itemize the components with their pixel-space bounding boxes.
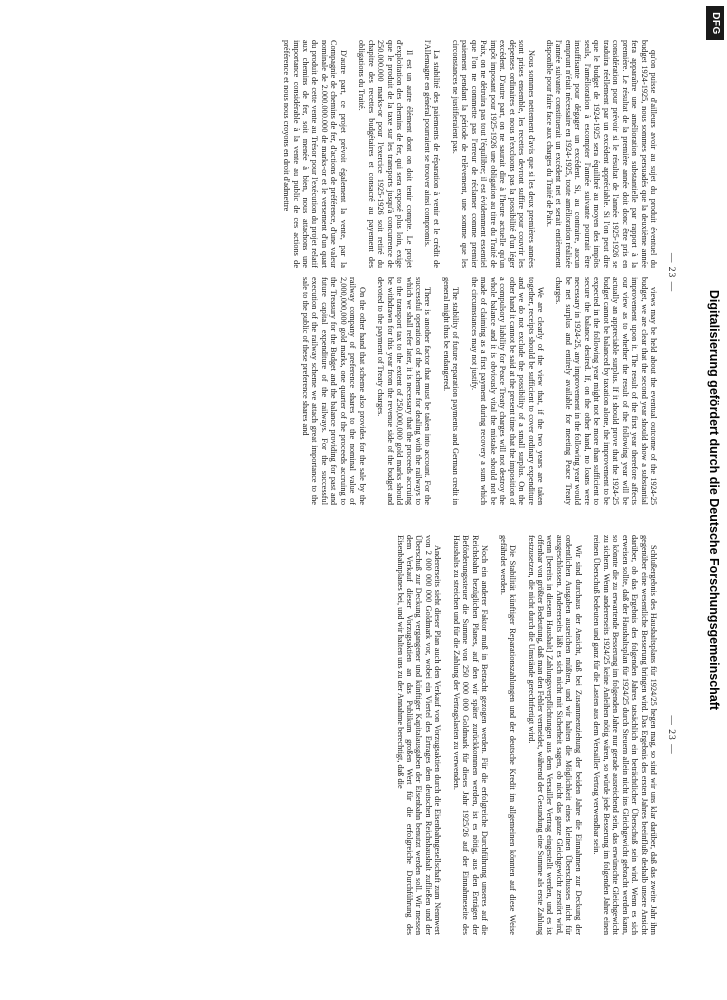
german-column	[56, 535, 658, 935]
paragraph: Wir sind durchaus der Ansicht, daß bei Zusammenziehung der beiden Jahre die Einnahmen zur Deckung der ordentlichen Ausgaben ausreichen müßten, und wir halten die Möglichkeit eines kleinen Überschusses nicht für ausgeschlossen. Andererseits läßt es sich nicht mit Sicherheit sagen, ob nicht das ganze Gleichgewicht zerstört wird, wenn [bereits in diesem Haushalt] Zahlungsverpflichtungen aus dem Versailler Vertrag eingestellt werden, und es ist offenbar von größter Bedeutung, daß man den Fehler vermeidet, während der Gesundung eine Summe als erste Zahlung festzusetzen, die nicht durch die Umstände gerechtfertigt wird.	[526, 535, 583, 935]
dfg-logo-text: DFG	[709, 11, 721, 35]
paragraph: D'autre part, ce projet prévoit également la vente, par la Compagnie de chemins de fer, d'actions de préférence, d'une valeur nominale de 2.000.000.000 de marks-or et le versement d'un quart du produit de cette vente au Trésor pour l'exécution du projet relatif aux chemins de fer, soit menée à bien, nous attachons une importance considérable à la vente au public de ces actions de préférence et nous nous croyons en droit d'admettre	[281, 40, 348, 268]
english-column	[56, 277, 658, 505]
paragraph: On the other hand that scheme also provides for the sale by the railway company of preference shares to the nominal value of 2,000,000,000 gold marks, one quarter of the proceeds accruing to the Treasury for the Budget and the balance providing for past and future capital expenditure of the railways. For the successful execution of the railway scheme we attach great importance to the sale to the public of these preference shares and	[300, 277, 367, 505]
paragraph: We are clearly of the view that, if the two years are taken together, receipts should be sufficient to cover ordinary expenditure and we do not exclude the possibility of a small surplus. On the other hand it cannot be said at the present time that the imposition of a compulsory liability for Peace Treaty charges will not destroy the whole balance and it is obviously vital the mistake should not be made of claiming as a first payment during recovery a sum which the circumstances may not justify.	[469, 277, 545, 505]
page-number: — 23 —	[665, 252, 676, 293]
left-page	[56, 40, 676, 505]
dfg-logo	[706, 6, 724, 40]
page-number: — 23 —	[665, 715, 676, 755]
rotated-scan	[44, 40, 684, 960]
paragraph: There is another factor that must be taken into account. For the successful operation of the scheme for dealing with the railways to which we shall refer later, it is necessary that the proceeds accruing to the transport tax to the extent of 250,000,000 gold marks should be withdrawn for this year from the revenue side of the budget and devoted to the payment of Treaty charges.	[375, 277, 432, 505]
paragraph: Nous sommes nettement d'avis que si les deux premières années sont prises ensemble, les recettes devront suffire pour couvrir les dépenses ordinaires et nous n'excluons pas la possibilité d'un léger excédent. D'autre part, on ne saurait dire à l'heure actuelle qu'un impôt imposant pour 1925-1926 une obligation au titre du Traité de Paix, on ne détruira pas tout l'équilibre; il est évidemment essentiel que l'on ne commette pas l'erreur de réclamer comme premier paiement pendant la période de relèvement, une somme que les circonstances ne justifieraient pas.	[450, 40, 536, 268]
paragraph: The stability of future reparation payments and German credit in general might thus be endangered.	[441, 277, 460, 505]
right-page	[56, 535, 676, 935]
paragraph: qu'on puisse d'ailleurs avoir au sujet du produit éventuel du budget 1924-1925, nous sommes persuadés que la deuxième année fera apparaître une amélioration substantielle par rapport à la première. Le résultat de la première année doit donc être pris en considération pour prévoir si le résultat de l'année 1925-1926 se traduira réellement par un excédent appréciable. Si l'on peut dire que le budget de 1924-1925 sera équilibré au moyen des impôts seuls, l'amélioration à escompter l'année suivante pourrait être insuffisante pour dégager un excédent. Si, au contraire, aucun emprunt n'était nécessaire en 1924-1925, toute amélioration réalisée l'année suivante constituerait un excédent net et serait entièrement disponible pour faire face aux charges du Traité de Paix.	[544, 40, 658, 268]
paragraph: Schlußergebnis des Haushaltsplans für 1924/25 hegen mag, so sind wir uns klar darüber, daß das zweite Jahr ihm gegenüber eine wesentliche Besserung bringen wird. Das Ergebnis des ersten Jahres beeinflußt deshalb unsere Ansicht darüber, ob das Ergebnis des folgenden Jahres tatsächlich ein beträchtlicher Überschuß sein wird. Wenn es sich erweisen sollte, daß der Haushaltsplan für 1924/25 durch Steuern allein nicht ins Gleichgewicht gebracht werden kann, so könnte die zu erwartende Besserung im folgenden Jahre nur gerade ausreichend sein, das erwünschte Gleichgewicht zu sichern. Wenn andererseits 1924/25 keine Anleihen nötig wären, so würde jede Besserung im folgenden Jahre einen reinen Überschuß bedeuten und ganz für die Lasten aus dem Versailler Vertrag verwendbar sein.	[591, 535, 658, 935]
digitization-watermark	[703, 8, 725, 992]
paragraph: views may be held about the eventual outcome of the 1924-25 budget, we are clear that the second year should show a substantial improvement upon it. The result of the first year therefore affects our view as to whether the result of the following year will be actually an appreciable surplus. If it should prove that the 1924-25 budget cannot be balanced by taxation alone, the improvement to be expected in the following year might not be more than sufficient to secure the balance desired. If, on the other hand, no loans were necessary in 1924-25, any improvement in the following year would be net surplus and entirely available for meeting Peace Treaty charges.	[553, 277, 658, 505]
watermark-text: Digitalisierung gefördert durch die Deutsche Forschungsgemeinschaft	[707, 289, 721, 711]
paragraph: Il est un autre élément dont on doit tenir compte. Le projet d'exploitation des chemins de fer, qui sera exposé plus loin, exige que le produit de la taxe sur les transports jusqu'à concurrence de 250.000.000 marks-or pour l'exercice 1925-1926 soit retiré du chapitre des recettes budgétaires et consacré au payement des obligations du Traité.	[356, 40, 414, 268]
paragraph: Noch ein anderer Faktor muß in Betracht gezogen werden. Für die erfolgreiche Durchführung unseres auf die Reichsbahn bezüglichen Planes, auf den wir später zurückkommen werden, ist es nötig, aus den Erträgen der Beförderungssteuer die Summe von 250 000 000 Goldmark für dieses Jahr 1925/26 auf der Einnahmeseite des Haushalts zu streichen und für die Zahlung der Vertragslasten zu verwenden.	[451, 535, 489, 935]
french-column	[56, 40, 658, 268]
paragraph: La stabilité des paiements de réparation à venir et le crédit de l'Allemagne en général pourraient se trouver ainsi compromis.	[422, 40, 441, 268]
paragraph: Andererseits sieht dieser Plan auch den Verkauf von Vorzugsaktien durch die Eisenbahngesellschaft zum Nennwert von 2 000 000 000 Goldmark vor, wobei ein Viertel des Ertrages dem deutschen Reichshaushalt zufließen und der Überschuß zur Deckung vergangener und künftiger Kapitalausgaben der Eisenbahn benutzt werden soll. Wir messen dem Verkauf dieser Vorzugsaktien an das Publikum großen Wert für die erfolgreiche Durchführung des Eisenbahnplanes bei, und wir halten uns zu der Annahme berechtigt, daß die	[395, 535, 442, 935]
paragraph: Die Stabilität künftiger Reparationszahlungen und der deutsche Kredit im allgemeinen könnten auf diese Weise gefährdet werden.	[498, 535, 517, 935]
